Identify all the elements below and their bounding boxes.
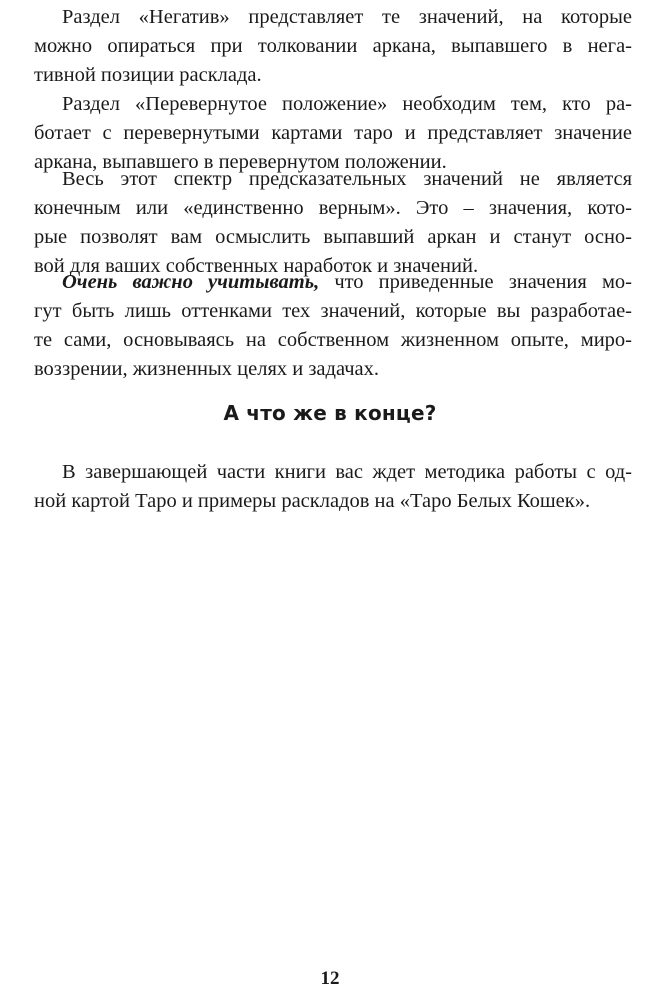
paragraph-spectrum: [34, 165, 632, 281]
text-line: тивной позиции расклада.: [34, 64, 262, 86]
text-line: те сами, основываясь на собственном жизненном опыте, миро-: [34, 329, 632, 351]
text-line: вой для ваших собственных наработок и значений.: [34, 255, 479, 277]
text-line: Раздел «Негатив» представляет те значений, на которые: [62, 6, 632, 28]
text-line: Весь этот спектр предсказательных значений не является: [62, 168, 632, 190]
paragraph-important: [34, 268, 632, 384]
text-line: ботает с перевернутыми картами таро и представляет значение: [34, 122, 632, 144]
page-number: 12: [320, 968, 340, 989]
paragraph-negative: [34, 3, 632, 90]
text-line: [34, 268, 632, 297]
text-fragment: что приведенные значения мо-: [319, 271, 632, 293]
text-line: В завершающей части книги вас ждет методика работы с од-: [62, 461, 632, 483]
text-line: гут быть лишь оттенками тех значений, которые вы разработае-: [34, 300, 632, 322]
section-heading: А что же в конце?: [223, 401, 437, 425]
closing-paragraph: [34, 458, 632, 516]
text-line: ной картой Таро и примеры раскладов на «Таро Белых Кошек».: [34, 490, 591, 512]
text-line: аркана, выпавшего в перевернутом положении.: [34, 151, 447, 173]
paragraph-reversed: [34, 90, 632, 177]
text-line: рые позволят вам осмыслить выпавший аркан и станут осно-: [34, 226, 632, 248]
text-line: Раздел «Перевернутое положение» необходим тем, кто ра-: [62, 93, 632, 115]
text-line: конечным или «единственно верным». Это – значения, кото-: [34, 197, 632, 219]
emphasis-lead: Очень важно учитывать,: [62, 271, 320, 293]
text-line: воззрении, жизненных целях и задачах.: [34, 358, 380, 380]
text-line: можно опираться при толковании аркана, выпавшего в нега-: [34, 35, 632, 57]
